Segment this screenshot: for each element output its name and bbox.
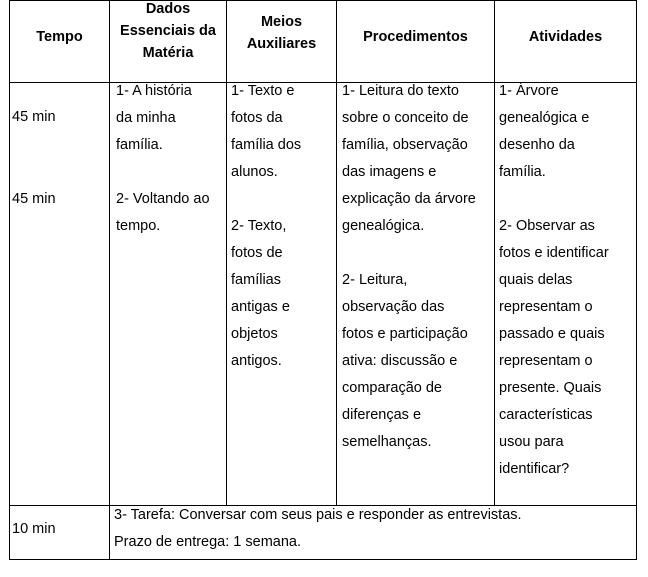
- procedimentos-cell: 1- Leitura do texto sobre o conceito de família, observação das imagens e explicação da árvore genealógica. 2- Leitura, observação das fotos e participação ativa: discussão e comparação de diferenças e semelhanças.: [342, 83, 476, 450]
- atividades-cell: 1- Árvore genealógica e desenho da família. 2- Observar as fotos e identificar quais delas representam o passado e quais representam o presente. Quais características usou para identificar?: [499, 83, 609, 477]
- header-dados-line3: Matéria: [142, 45, 194, 61]
- col-divider-1: [109, 0, 110, 560]
- table-border-left: [9, 0, 10, 560]
- prazo-text: Prazo de entrega: 1 semana.: [114, 534, 302, 550]
- col-divider-3: [336, 0, 337, 506]
- header-atividades: Atividades: [528, 29, 603, 45]
- header-meios-auxiliares: [227, 11, 336, 55]
- meios-cell: 1- Texto e fotos da família dos alunos. 2- Texto, fotos de famílias antigas e objetos antigos.: [231, 83, 302, 369]
- tarefa-text: 3- Tarefa: Conversar com seus pais e responder as entrevistas.: [114, 507, 522, 523]
- header-dados-line2: Essenciais da: [120, 23, 216, 39]
- header-dados-essenciais: [110, 0, 226, 64]
- tempo-cell-3: 10 min: [12, 521, 56, 537]
- tempo-cell-2: 45 min: [12, 191, 56, 207]
- dados-cell: 1- A história da minha família. 2- Voltando ao tempo.: [116, 83, 210, 234]
- header-tempo: Tempo: [36, 29, 83, 45]
- table-border-bottom: [9, 559, 637, 560]
- tempo-cell-1: 45 min: [12, 109, 56, 125]
- table-border-right: [636, 0, 637, 560]
- header-meios-line2: Auxiliares: [246, 36, 317, 52]
- header-dados-line1: Dados: [145, 1, 191, 17]
- lesson-plan-table: [9, 0, 637, 560]
- header-procedimentos: Procedimentos: [363, 29, 468, 45]
- table-border-top: [9, 0, 637, 1]
- header-meios-line1: Meios: [260, 14, 303, 30]
